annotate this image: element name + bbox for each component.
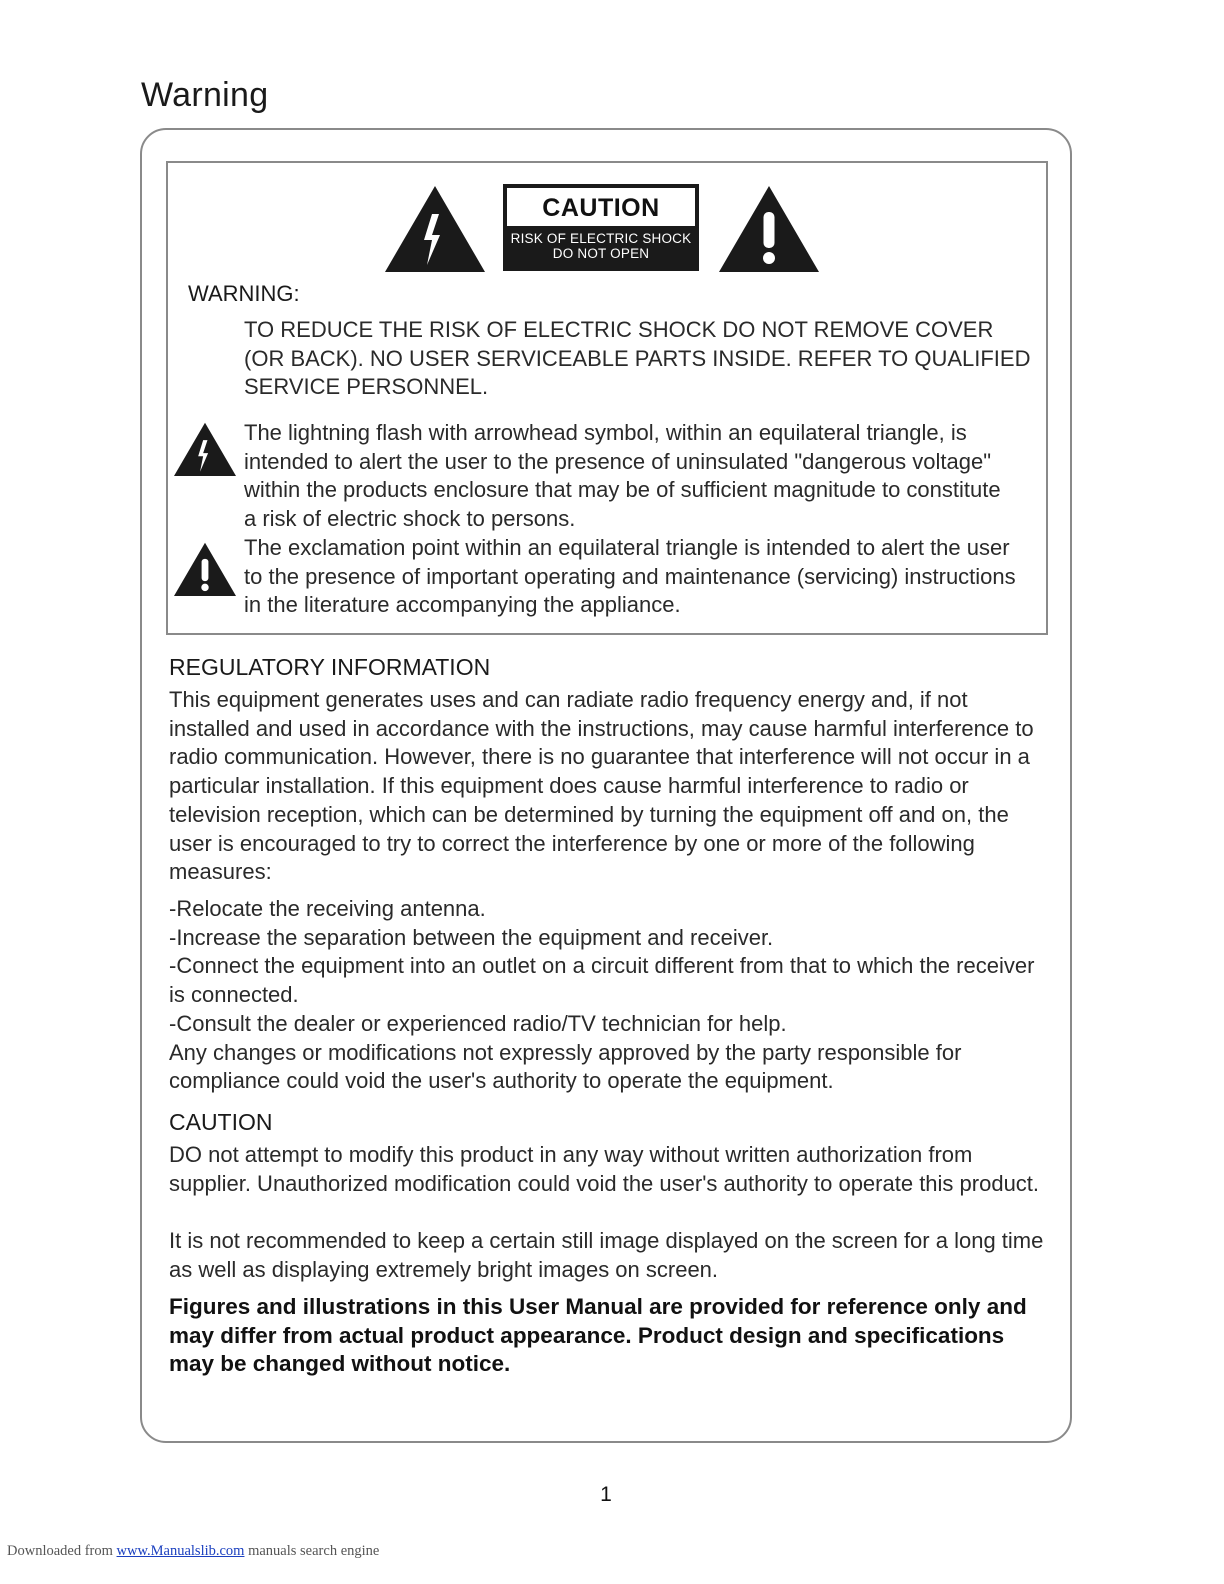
list-item: -Connect the equipment into an outlet on a circuit different from that to which the receiver is connected. bbox=[169, 953, 1035, 1008]
lightning-symbol-icon bbox=[174, 422, 236, 478]
footer-suffix: manuals search engine bbox=[244, 1543, 380, 1559]
caution-label bbox=[503, 184, 699, 271]
regulatory-closing: Any changes or modifications not expressly approved by the party responsible for compliance could void the user's authority to operate the equipment. bbox=[169, 1039, 962, 1094]
page-title: Warning bbox=[141, 76, 269, 114]
warning-text: TO REDUCE THE RISK OF ELECTRIC SHOCK DO NOT REMOVE COVER (OR BACK). NO USER SERVICEABLE PARTS INSIDE. REFER TO QUALIFIED SERVICE PERSONNEL. bbox=[244, 317, 1031, 400]
caution-text-still-image: It is not recommended to keep a certain still image displayed on the screen for a long time as well as displaying extremely bright images on screen. bbox=[169, 1228, 1044, 1282]
caution-text-modify: DO not attempt to modify this product in any way without written authorization from supplier. Unauthorized modification could void the user's authority to operate this product. bbox=[169, 1142, 1040, 1196]
regulatory-intro: This equipment generates uses and can radiate radio frequency energy and, if not installed and used in accordance with the instructions, may cause harmful interference to radio communication. However, there is no guarantee that interference will not occur in a particular installation. If this equipment does cause harmful interference to radio or television reception, which can be determined by turning the equipment off and on, the user is encouraged to try to correct the interference by one or more of the following measures: bbox=[169, 687, 1034, 885]
exclamation-symbol-icon bbox=[174, 542, 236, 598]
manualslib-link[interactable]: www.Manualslib.com bbox=[116, 1543, 245, 1559]
footer-prefix: Downloaded from bbox=[7, 1543, 117, 1559]
regulatory-measures-list bbox=[169, 895, 1039, 1096]
lightning-symbol-text: The lightning flash with arrowhead symbol, within an equilateral triangle, is intended to alert the user to the presence of uninsulated "dangerous voltage" within the products enclosure that may be of sufficient magnitude to constitute a risk of electric shock to persons. bbox=[244, 420, 1001, 532]
caution-heading: CAUTION bbox=[169, 1109, 273, 1135]
exclamation-warning-icon bbox=[719, 186, 819, 274]
list-item: -Relocate the receiving antenna. bbox=[169, 896, 486, 921]
regulatory-heading: REGULATORY INFORMATION bbox=[169, 654, 491, 680]
exclamation-symbol-text: The exclamation point within an equilateral triangle is intended to alert the user to the presence of important operating and maintenance (servicing) instructions in the literature accompanying the appliance. bbox=[244, 535, 1016, 618]
caution-label-line2: DO NOT OPEN bbox=[552, 246, 650, 261]
warning-heading: WARNING: bbox=[188, 281, 300, 306]
lightning-warning-icon bbox=[385, 186, 485, 274]
caution-label-title: CAUTION bbox=[507, 188, 695, 226]
disclaimer-note: Figures and illustrations in this User Manual are provided for reference only and may differ from actual product appearance. Product design and specifications may be changed without notice. bbox=[169, 1294, 1027, 1377]
download-footer bbox=[7, 1543, 379, 1560]
list-item: -Consult the dealer or experienced radio/TV technician for help. bbox=[169, 1010, 787, 1036]
list-item: -Increase the separation between the equipment and receiver. bbox=[169, 924, 774, 950]
caution-label-line1: RISK OF ELECTRIC SHOCK bbox=[510, 231, 692, 246]
page-number: 1 bbox=[600, 1483, 612, 1506]
